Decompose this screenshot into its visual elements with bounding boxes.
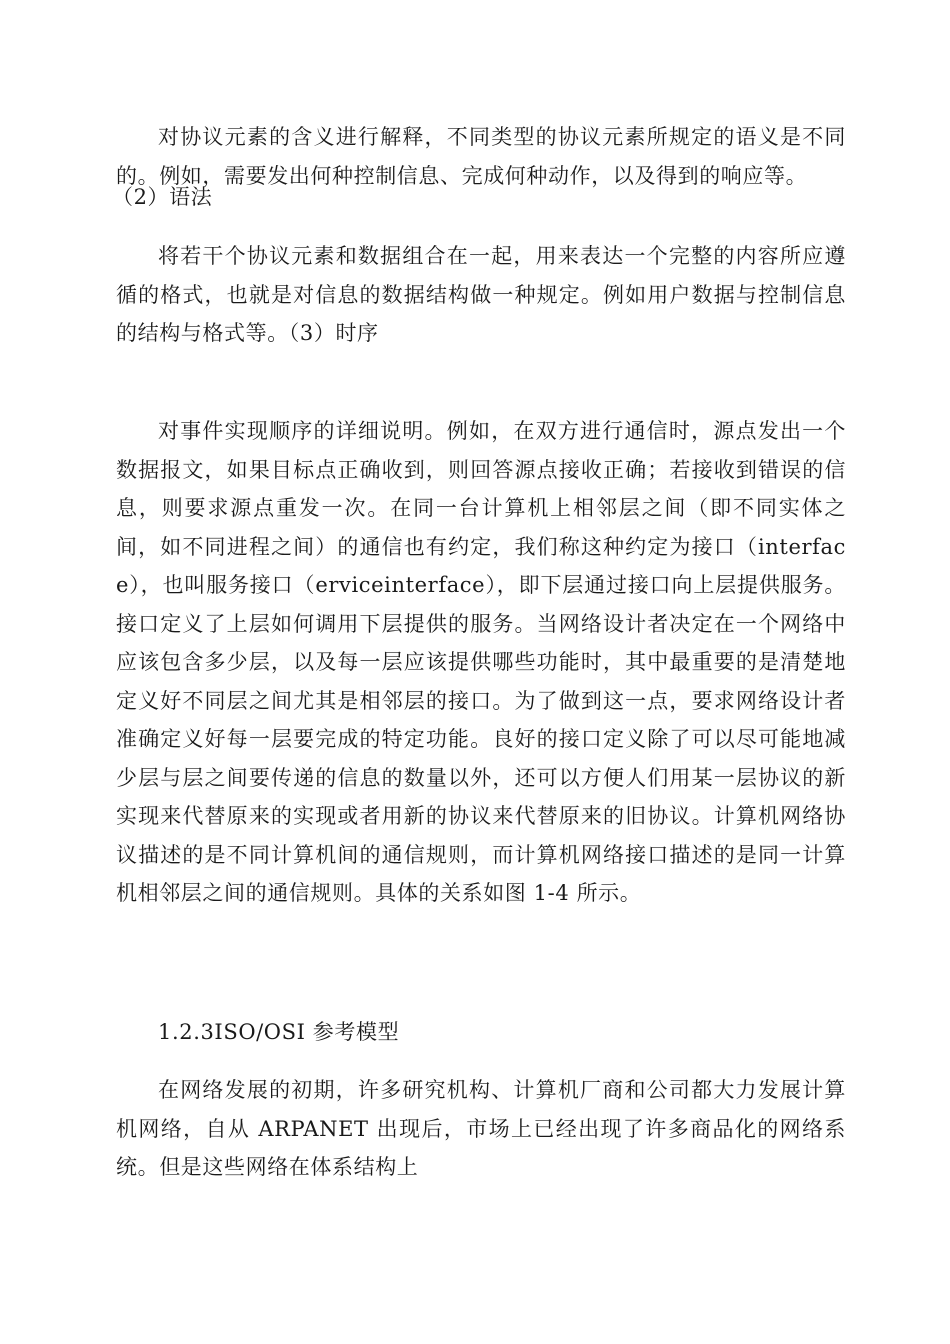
paragraph-syntax: 将若干个协议元素和数据组合在一起，用来表达一个完整的内容所应遵循的格式，也就是对信息的数据结构做一种规定。例如用户数据与控制信息的结构与格式等。（3）时序 [116,244,846,345]
heading-syntax: （2）语法 [112,185,213,209]
paragraph-network-history: 在网络发展的初期，许多研究机构、计算机厂商和公司都大力发展计算机网络，自从 ARPANET 出现后，市场上已经出现了许多商品化的网络系统。但是这些网络在体系结构上 [116,1078,846,1179]
paragraph-semantics: 对协议元素的含义进行解释，不同类型的协议元素所规定的语义是不同的。例如，需要发出何种控制信息、完成何种动作，以及得到的响应等。 [116,125,846,188]
section-heading: 1.2.3ISO/OSI 参考模型 [158,1020,400,1044]
paragraph-timing: 对事件实现顺序的详细说明。例如，在双方进行通信时，源点发出一个数据报文，如果目标点正确收到，则回答源点接收正确；若接收到错误的信息，则要求源点重发一次。在同一台计算机上相邻层之间（即不同实体之间，如不同进程之间）的通信也有约定，我们称这种约定为接口（interface），也叫服务接口（erviceinterface），即下层通过接口向上层提供服务。接口定义了上层如何调用下层提供的服务。当网络设计者决定在一个网络中应该包含多少层，以及每一层应该提供哪些功能时，其中最重要的是清楚地定义好不同层之间尤其是相邻层的接口。为了做到这一点，要求网络设计者准确定义好每一层要完成的特定功能。良好的接口定义除了可以尽可能地减少层与层之间要传递的信息的数量以外，还可以方便人们用某一层协议的新实现来代替原来的实现或者用新的协议来代替原来的旧协议。计算机网络协议描述的是不同计算机间的通信规则，而计算机网络接口描述的是同一计算机相邻层之间的通信规则。具体的关系如图 1-4 所示。 [116,419,846,905]
